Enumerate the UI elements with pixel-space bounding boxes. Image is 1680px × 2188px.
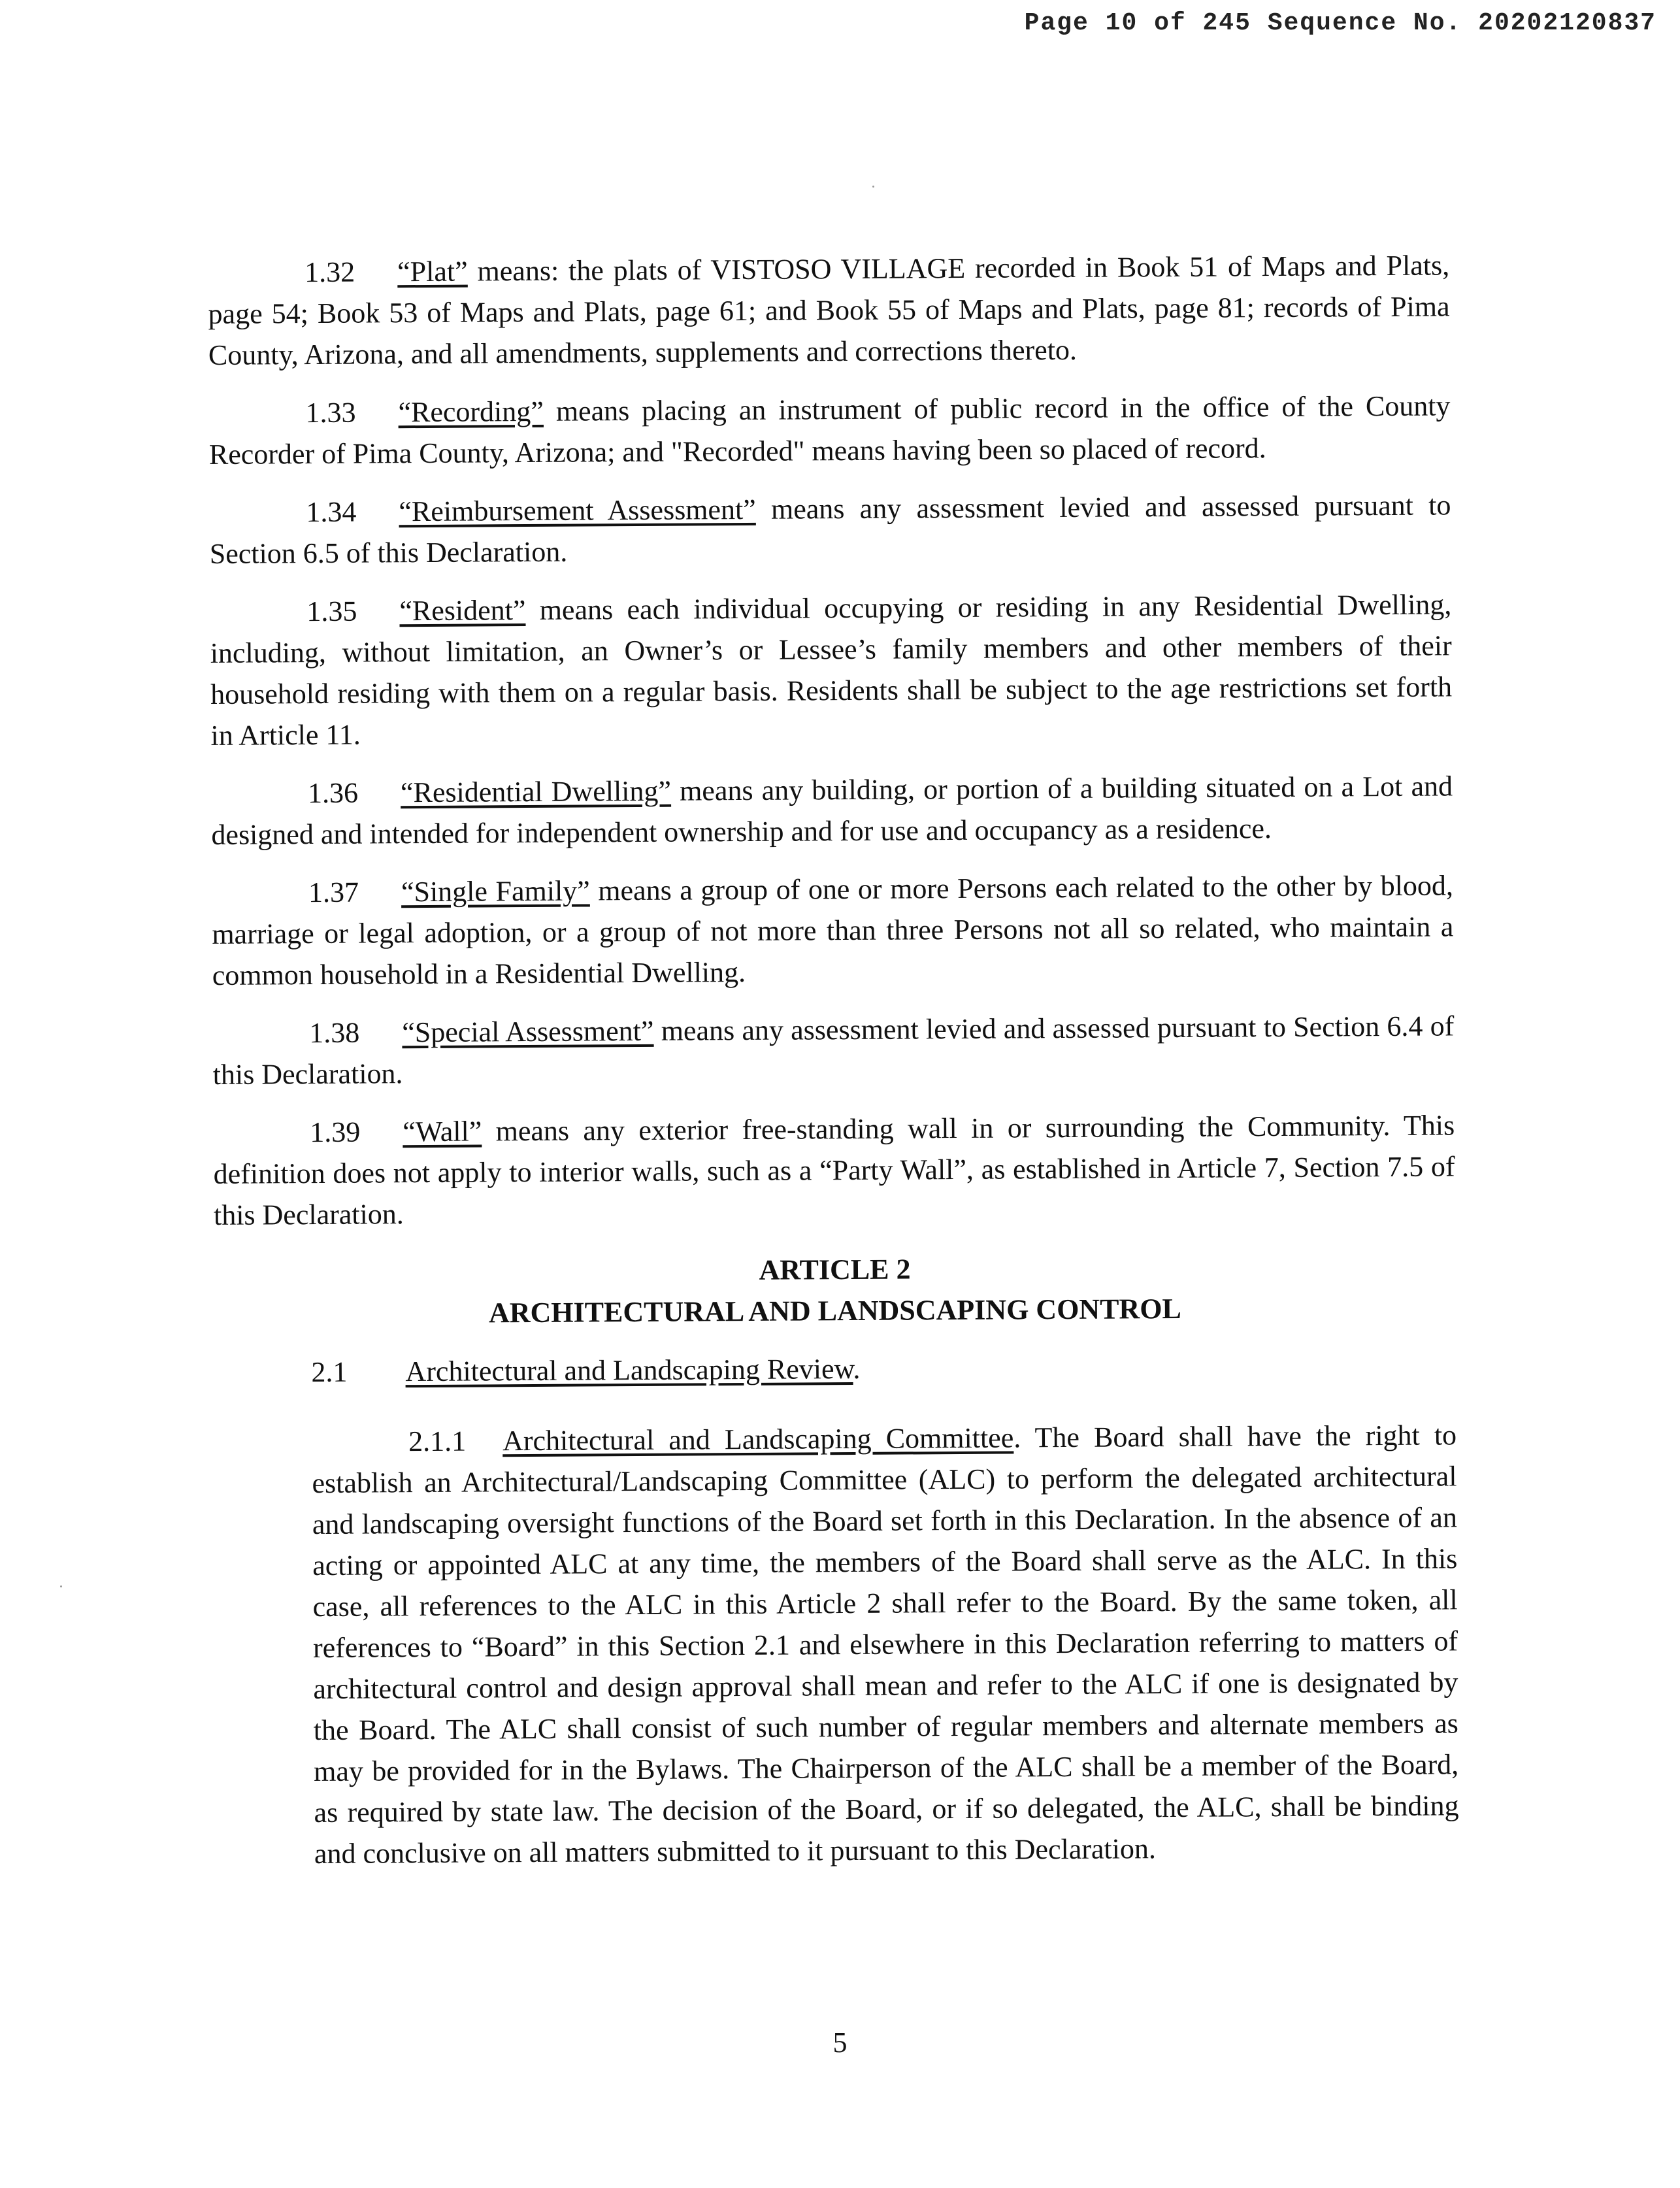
definition-1-32 (208, 244, 1450, 376)
defined-term: “Residential Dwelling” (400, 774, 672, 809)
definition-1-38 (212, 1005, 1455, 1095)
definition-text: means any assessment levied and assessed pursuant to Section 6.5 of this Declaration. (209, 489, 1451, 570)
definition-1-34 (209, 484, 1451, 574)
document-body (208, 244, 1459, 1904)
section-number: 2.1 (311, 1355, 348, 1389)
defined-term: “Plat” (397, 255, 468, 288)
section-number: 1.39 (310, 1116, 361, 1149)
defined-term: “Wall” (403, 1115, 482, 1148)
defined-term: “Resident” (399, 594, 526, 627)
article-title: ARCHITECTURAL AND LANDSCAPING CONTROL (488, 1292, 1181, 1329)
section-number: 2.1.1 (408, 1425, 467, 1458)
definition-text: means any assessment levied and assessed pursuant to Section 6.4 of this Declaration. (212, 1010, 1455, 1091)
definition-text: means any exterior free-standing wall in or surrounding the Community. This definition does not apply to interior walls, such as a “Party Wall”, as established in Article 7, Section 7.5 of this Declaration. (213, 1109, 1455, 1231)
definition-text: means: the plats of VISTOSO VILLAGE recorded in Book 51 of Maps and Plats, page 54; Book 53 of Maps and Plats, page 61; and Book 55 of Maps and Plats, page 81; records of Pima County, Arizona, and all amendments, supplements and corrections thereto. (208, 249, 1450, 371)
section-text: . The Board shall have the right to establish an Architectural/Landscaping Committee (ALC) to perform the delegated architectural and landscaping oversight functions of the Board set forth in this Declaration. In the absence of an acting or appointed ALC at any time, the members of the Board shall serve as the ALC. In this case, all references to the ALC in this Article 2 shall refer to the Board. By the same token, all references to “Board” in this Section 2.1 and elsewhere in this Declaration referring to matters of architectural control and design approval shall mean and refer to the ALC if one is designated by the Board. The ALC shall consist of such number of regular members and alternate members as may be provided for in the Bylaws. The Chairperson of the ALC shall be a member of the Board, as required by state law. The decision of the Board, or if so delegated, the ALC, shall be binding and conclusive on all matters submitted to it pursuant to this Declaration. (312, 1419, 1459, 1870)
scan-speck (872, 186, 874, 188)
section-2-1-1 (312, 1414, 1459, 1874)
section-number: 1.36 (307, 776, 359, 810)
scan-speck (60, 1585, 62, 1587)
page-number: 5 (832, 2027, 848, 2059)
section-punct: . (853, 1352, 861, 1385)
defined-term: “Recording” (398, 395, 544, 429)
section-number: 1.37 (308, 876, 359, 909)
section-title: Architectural and Landscaping Review (405, 1353, 853, 1388)
definition-text: means any building, or portion of a building situated on a Lot and designed and intended for independent ownership and for use and occupancy as a residence. (211, 770, 1453, 851)
section-2-1-heading (214, 1344, 1456, 1393)
defined-term: “Reimbursement Assessment” (399, 493, 756, 528)
article-heading (214, 1245, 1456, 1335)
article-label: ARTICLE 2 (759, 1253, 911, 1286)
section-title: Architectural and Landscaping Committee (502, 1421, 1014, 1457)
defined-term: “Special Assessment” (402, 1014, 654, 1049)
definition-text: means a group of one or more Persons each related to the other by blood, marriage or legal adoption, or a group of not more than three Persons not all so related, who maintain a common household in a Residential Dwelling. (212, 869, 1454, 991)
definition-1-33 (208, 385, 1451, 475)
definition-1-36 (211, 765, 1453, 855)
definition-1-35 (210, 584, 1453, 756)
section-number: 1.34 (306, 495, 357, 529)
section-number: 1.38 (309, 1016, 360, 1050)
section-number: 1.32 (305, 256, 355, 289)
definition-text: means placing an instrument of public record in the office of the County Recorder of Pima County, Arizona; and "Recorded" means having been so placed of record. (208, 390, 1451, 471)
definition-text: means each individual occupying or residing in any Residential Dwelling, including, without limitation, an Owner’s or Lessee’s family members and other members of their household residing with them on a regular basis. Residents shall be subject to the age restrictions set forth in Article 11. (210, 588, 1453, 752)
section-number: 1.33 (305, 396, 356, 429)
definition-1-37 (212, 865, 1454, 996)
definition-1-39 (213, 1104, 1455, 1236)
section-number: 1.35 (306, 595, 357, 628)
defined-term: “Single Family” (401, 874, 590, 908)
page-sequence-header: Page 10 of 245 Sequence No. 20202120837 (1024, 9, 1656, 37)
